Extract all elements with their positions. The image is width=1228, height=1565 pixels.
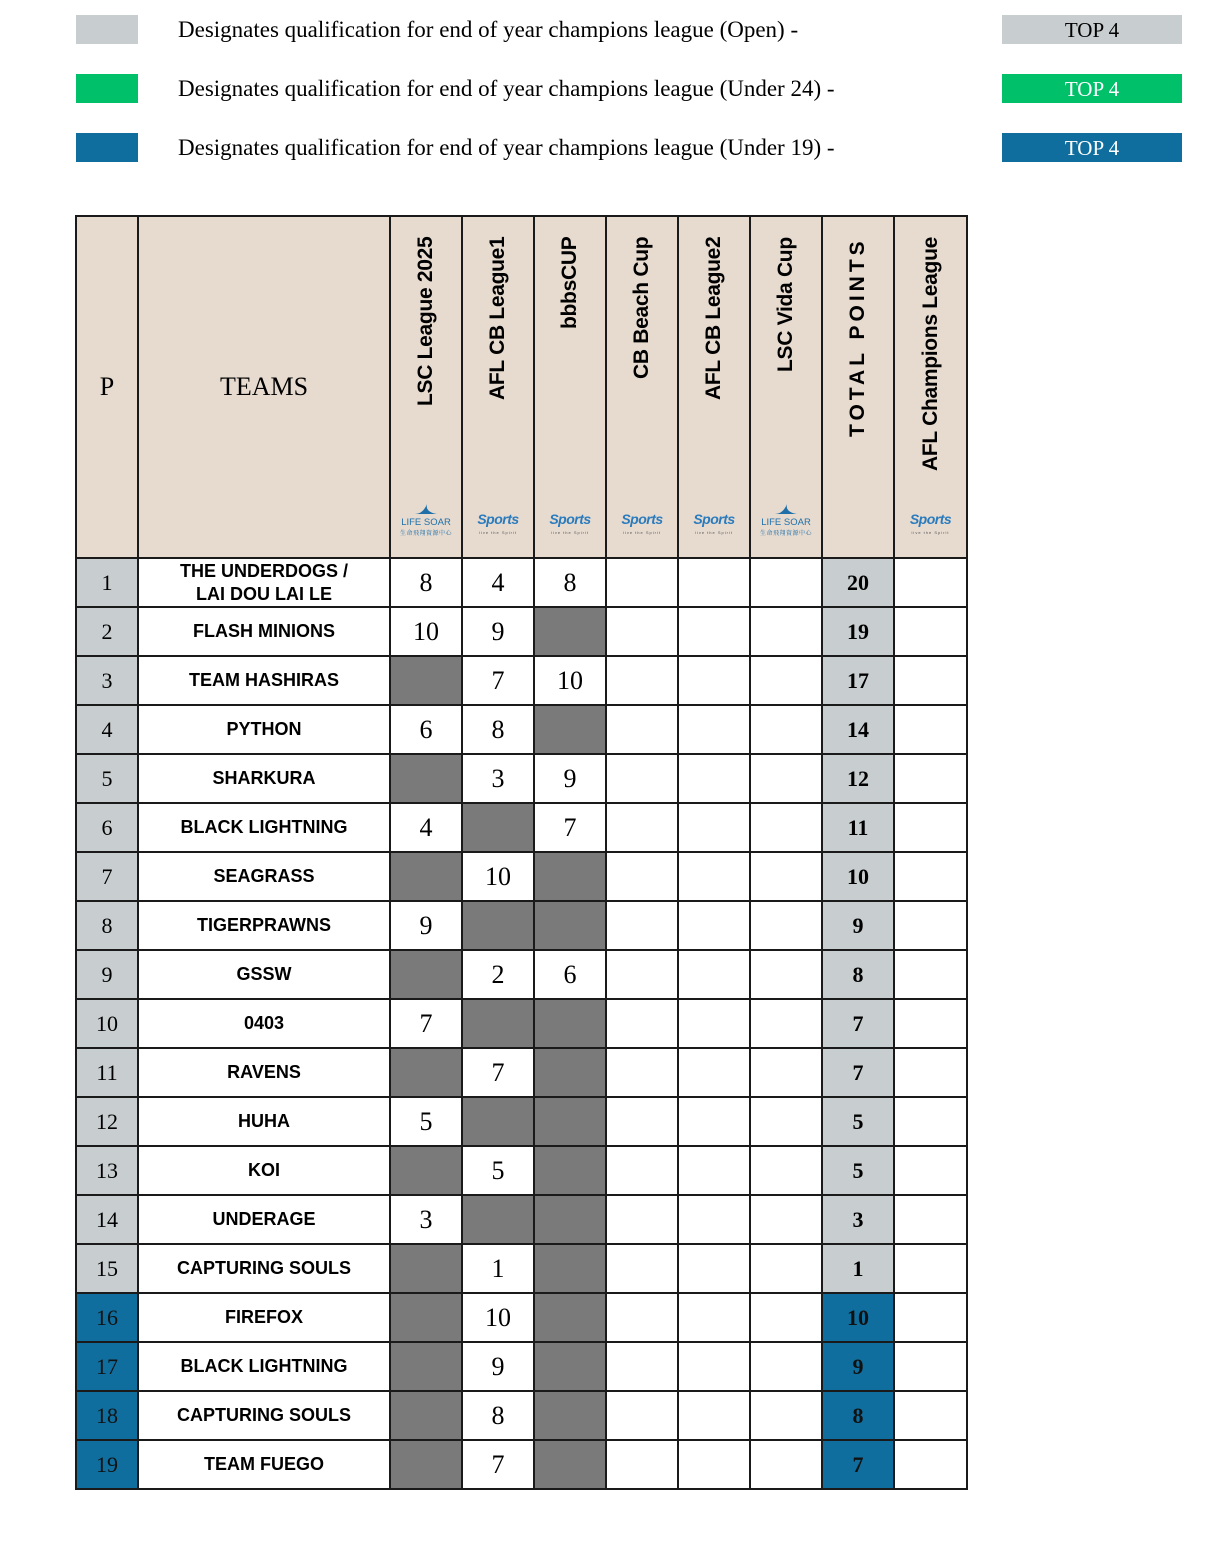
empty-score-cell <box>606 607 678 656</box>
empty-score-cell <box>606 558 678 607</box>
header-afl-cb-league2-label: AFL CB League2 <box>702 237 725 401</box>
score-cell: 7 <box>534 803 606 852</box>
header-lsc-vida-cup <box>750 216 822 558</box>
empty-score-cell <box>750 852 822 901</box>
header-bbbscup-label: bbbsCUP <box>558 237 581 330</box>
no-entry-cell <box>534 1195 606 1244</box>
empty-score-cell <box>678 1342 750 1391</box>
score-cell: 6 <box>534 950 606 999</box>
empty-score-cell <box>750 558 822 607</box>
table-row <box>76 558 967 607</box>
empty-score-cell <box>750 999 822 1048</box>
no-entry-cell <box>462 803 534 852</box>
empty-score-cell <box>750 1293 822 1342</box>
position-cell: 6 <box>76 803 138 852</box>
no-entry-cell <box>390 1293 462 1342</box>
champions-league-cell <box>894 558 967 607</box>
empty-score-cell <box>750 1342 822 1391</box>
legend-badge-open: TOP 4 <box>1002 15 1182 44</box>
empty-score-cell <box>678 950 750 999</box>
legend-swatch-under19 <box>76 133 138 162</box>
table-row <box>76 656 967 705</box>
total-points-cell: 12 <box>822 754 894 803</box>
empty-score-cell <box>678 1048 750 1097</box>
score-cell: 7 <box>462 656 534 705</box>
team-name-cell: PYTHON <box>138 705 390 754</box>
no-entry-cell <box>534 1244 606 1293</box>
empty-score-cell <box>606 1048 678 1097</box>
total-points-cell: 10 <box>822 852 894 901</box>
empty-score-cell <box>678 558 750 607</box>
score-cell: 10 <box>462 1293 534 1342</box>
header-row <box>76 216 967 558</box>
empty-score-cell <box>750 901 822 950</box>
no-entry-cell <box>534 705 606 754</box>
score-cell: 8 <box>462 705 534 754</box>
champions-league-cell <box>894 1195 967 1244</box>
champions-league-cell <box>894 1097 967 1146</box>
empty-score-cell <box>750 607 822 656</box>
position-cell: 10 <box>76 999 138 1048</box>
empty-score-cell <box>606 999 678 1048</box>
empty-score-cell <box>606 852 678 901</box>
empty-score-cell <box>606 1244 678 1293</box>
no-entry-cell <box>462 999 534 1048</box>
score-cell: 10 <box>534 656 606 705</box>
header-afl-cb-league2 <box>678 216 750 558</box>
position-cell: 15 <box>76 1244 138 1293</box>
empty-score-cell <box>678 1195 750 1244</box>
position-cell: 18 <box>76 1391 138 1440</box>
empty-score-cell <box>606 901 678 950</box>
champions-league-cell <box>894 656 967 705</box>
total-points-cell: 9 <box>822 1342 894 1391</box>
empty-score-cell <box>678 705 750 754</box>
team-name-cell: KOI <box>138 1146 390 1195</box>
sports-logo: Sports live the Spirit <box>621 511 663 535</box>
no-entry-cell <box>534 1440 606 1489</box>
empty-score-cell <box>678 1146 750 1195</box>
position-cell: 8 <box>76 901 138 950</box>
total-points-cell: 3 <box>822 1195 894 1244</box>
team-name-cell: FLASH MINIONS <box>138 607 390 656</box>
score-cell: 10 <box>390 607 462 656</box>
no-entry-cell <box>534 1342 606 1391</box>
total-points-cell: 14 <box>822 705 894 754</box>
team-name-cell: TEAM FUEGO <box>138 1440 390 1489</box>
header-afl-champions-league-label: AFL Champions League <box>918 237 942 471</box>
empty-score-cell <box>606 1195 678 1244</box>
table-row <box>76 1391 967 1440</box>
position-cell: 11 <box>76 1048 138 1097</box>
no-entry-cell <box>390 1342 462 1391</box>
header-total-points <box>822 216 894 558</box>
team-name-cell: 0403 <box>138 999 390 1048</box>
champions-league-cell <box>894 852 967 901</box>
empty-score-cell <box>750 803 822 852</box>
empty-score-cell <box>750 656 822 705</box>
table-row <box>76 1097 967 1146</box>
score-cell: 7 <box>390 999 462 1048</box>
no-entry-cell <box>390 1244 462 1293</box>
position-cell: 3 <box>76 656 138 705</box>
header-lsc-vida-cup-label: LSC Vida Cup <box>774 237 797 372</box>
score-cell: 8 <box>390 558 462 607</box>
table-row <box>76 705 967 754</box>
empty-score-cell <box>750 1244 822 1293</box>
empty-score-cell <box>606 705 678 754</box>
team-name-cell: GSSW <box>138 950 390 999</box>
empty-score-cell <box>678 1244 750 1293</box>
table-row <box>76 999 967 1048</box>
total-points-cell: 1 <box>822 1244 894 1293</box>
team-name-cell: UNDERAGE <box>138 1195 390 1244</box>
total-points-cell: 5 <box>822 1097 894 1146</box>
champions-league-cell <box>894 1293 967 1342</box>
table-row <box>76 1048 967 1097</box>
no-entry-cell <box>390 754 462 803</box>
empty-score-cell <box>750 1146 822 1195</box>
empty-score-cell <box>678 754 750 803</box>
team-name-cell: BLACK LIGHTNING <box>138 1342 390 1391</box>
no-entry-cell <box>534 852 606 901</box>
position-cell: 13 <box>76 1146 138 1195</box>
total-points-cell: 8 <box>822 950 894 999</box>
position-cell: 2 <box>76 607 138 656</box>
team-name-cell: BLACK LIGHTNING <box>138 803 390 852</box>
swoosh-icon <box>773 502 799 516</box>
total-points-cell: 20 <box>822 558 894 607</box>
empty-score-cell <box>606 1342 678 1391</box>
table-row <box>76 1342 967 1391</box>
champions-league-cell <box>894 1048 967 1097</box>
score-cell: 8 <box>534 558 606 607</box>
no-entry-cell <box>390 1048 462 1097</box>
team-name-cell: CAPTURING SOULS <box>138 1244 390 1293</box>
table-row <box>76 1195 967 1244</box>
table-row <box>76 607 967 656</box>
champions-league-cell <box>894 1440 967 1489</box>
no-entry-cell <box>390 1440 462 1489</box>
champions-league-cell <box>894 803 967 852</box>
champions-league-cell <box>894 1244 967 1293</box>
empty-score-cell <box>606 754 678 803</box>
score-cell: 1 <box>462 1244 534 1293</box>
empty-score-cell <box>678 656 750 705</box>
table-row <box>76 803 967 852</box>
no-entry-cell <box>390 852 462 901</box>
champions-league-cell <box>894 901 967 950</box>
total-points-cell: 7 <box>822 999 894 1048</box>
table-row <box>76 852 967 901</box>
team-name-cell: FIREFOX <box>138 1293 390 1342</box>
standings-table <box>75 215 968 1490</box>
header-afl-champions-league <box>894 216 967 558</box>
header-teams: TEAMS <box>138 216 390 558</box>
team-name-cell: HUHA <box>138 1097 390 1146</box>
no-entry-cell <box>534 901 606 950</box>
champions-league-cell <box>894 999 967 1048</box>
position-cell: 12 <box>76 1097 138 1146</box>
empty-score-cell <box>606 803 678 852</box>
empty-score-cell <box>678 852 750 901</box>
empty-score-cell <box>678 803 750 852</box>
empty-score-cell <box>750 950 822 999</box>
score-cell: 5 <box>462 1146 534 1195</box>
header-afl-cb-league1-label: AFL CB League1 <box>486 237 509 401</box>
empty-score-cell <box>750 1195 822 1244</box>
position-cell: 16 <box>76 1293 138 1342</box>
empty-score-cell <box>750 1391 822 1440</box>
score-cell: 9 <box>534 754 606 803</box>
team-name-cell: TEAM HASHIRAS <box>138 656 390 705</box>
table-row <box>76 950 967 999</box>
empty-score-cell <box>750 1048 822 1097</box>
position-cell: 1 <box>76 558 138 607</box>
total-points-cell: 7 <box>822 1048 894 1097</box>
score-cell: 4 <box>390 803 462 852</box>
no-entry-cell <box>534 1048 606 1097</box>
total-points-cell: 19 <box>822 607 894 656</box>
champions-league-cell <box>894 705 967 754</box>
legend-row-under19 <box>0 133 1228 163</box>
no-entry-cell <box>534 1146 606 1195</box>
swoosh-icon <box>413 502 439 516</box>
empty-score-cell <box>606 1097 678 1146</box>
total-points-cell: 8 <box>822 1391 894 1440</box>
empty-score-cell <box>750 705 822 754</box>
sports-logo: Sports live the Spirit <box>909 511 952 535</box>
score-cell: 2 <box>462 950 534 999</box>
legend-badge-under24: TOP 4 <box>1002 74 1182 103</box>
score-cell: 9 <box>462 1342 534 1391</box>
total-points-cell: 5 <box>822 1146 894 1195</box>
header-total-points-label: TOTAL POINTS <box>846 237 869 437</box>
empty-score-cell <box>606 656 678 705</box>
no-entry-cell <box>462 1097 534 1146</box>
header-afl-cb-league1 <box>462 216 534 558</box>
team-name-cell: SHARKURA <box>138 754 390 803</box>
legend-swatch-under24 <box>76 74 138 103</box>
legend-badge-under19: TOP 4 <box>1002 133 1182 162</box>
score-cell: 7 <box>462 1048 534 1097</box>
legend-row-under24 <box>0 74 1228 104</box>
life-soar-logo: LIFE SOAR 生命飛翔資源中心 <box>751 502 821 539</box>
team-name-cell: CAPTURING SOULS <box>138 1391 390 1440</box>
sports-logo: Sports live the Spirit <box>477 511 519 535</box>
table-row <box>76 1293 967 1342</box>
total-points-cell: 7 <box>822 1440 894 1489</box>
table-row <box>76 1440 967 1489</box>
champions-league-cell <box>894 1391 967 1440</box>
empty-score-cell <box>750 1440 822 1489</box>
header-position: P <box>76 216 138 558</box>
champions-league-cell <box>894 1146 967 1195</box>
empty-score-cell <box>678 607 750 656</box>
empty-score-cell <box>678 999 750 1048</box>
legend-row-open <box>0 15 1228 45</box>
score-cell: 3 <box>462 754 534 803</box>
champions-league-cell <box>894 607 967 656</box>
empty-score-cell <box>678 1097 750 1146</box>
empty-score-cell <box>606 950 678 999</box>
empty-score-cell <box>678 901 750 950</box>
no-entry-cell <box>390 656 462 705</box>
no-entry-cell <box>534 1097 606 1146</box>
table-row <box>76 1244 967 1293</box>
empty-score-cell <box>750 754 822 803</box>
score-cell: 4 <box>462 558 534 607</box>
total-points-cell: 11 <box>822 803 894 852</box>
empty-score-cell <box>678 1391 750 1440</box>
score-cell: 9 <box>462 607 534 656</box>
team-name-cell: THE UNDERDOGS / LAI DOU LAI LE <box>138 558 390 607</box>
empty-score-cell <box>606 1440 678 1489</box>
team-name-cell: SEAGRASS <box>138 852 390 901</box>
score-cell: 3 <box>390 1195 462 1244</box>
sports-logo: Sports live the Spirit <box>693 511 735 535</box>
legend-text-under24: Designates qualification for end of year champions league (Under 24) - <box>178 76 835 101</box>
empty-score-cell <box>606 1293 678 1342</box>
no-entry-cell <box>390 1391 462 1440</box>
score-cell: 9 <box>390 901 462 950</box>
champions-league-cell <box>894 950 967 999</box>
life-soar-logo: LIFE SOAR 生命飛翔資源中心 <box>391 502 461 539</box>
table-row <box>76 1146 967 1195</box>
header-lsc-league-2025-label: LSC League 2025 <box>414 237 437 407</box>
score-cell: 6 <box>390 705 462 754</box>
team-name-cell: TIGERPRAWNS <box>138 901 390 950</box>
no-entry-cell <box>534 607 606 656</box>
no-entry-cell <box>534 999 606 1048</box>
table-row <box>76 754 967 803</box>
standings-rows <box>76 558 967 1489</box>
empty-score-cell <box>678 1440 750 1489</box>
champions-league-cell <box>894 754 967 803</box>
legend-text-under19: Designates qualification for end of year champions league (Under 19) - <box>178 135 835 160</box>
score-cell: 5 <box>390 1097 462 1146</box>
total-points-cell: 10 <box>822 1293 894 1342</box>
empty-score-cell <box>606 1146 678 1195</box>
position-cell: 19 <box>76 1440 138 1489</box>
legend-text-open: Designates qualification for end of year champions league (Open) - <box>178 17 799 42</box>
header-cb-beach-cup-label: CB Beach Cup <box>630 237 653 380</box>
score-cell: 8 <box>462 1391 534 1440</box>
position-cell: 17 <box>76 1342 138 1391</box>
total-points-cell: 17 <box>822 656 894 705</box>
score-cell: 7 <box>462 1440 534 1489</box>
empty-score-cell <box>750 1097 822 1146</box>
position-cell: 9 <box>76 950 138 999</box>
empty-score-cell <box>606 1391 678 1440</box>
legend-swatch-open <box>76 15 138 44</box>
no-entry-cell <box>534 1391 606 1440</box>
table-row <box>76 901 967 950</box>
position-cell: 14 <box>76 1195 138 1244</box>
no-entry-cell <box>534 1293 606 1342</box>
no-entry-cell <box>390 950 462 999</box>
empty-score-cell <box>678 1293 750 1342</box>
position-cell: 5 <box>76 754 138 803</box>
no-entry-cell <box>462 1195 534 1244</box>
position-cell: 4 <box>76 705 138 754</box>
header-lsc-league-2025 <box>390 216 462 558</box>
total-points-cell: 9 <box>822 901 894 950</box>
sports-logo: Sports live the Spirit <box>549 511 591 535</box>
team-name-cell: RAVENS <box>138 1048 390 1097</box>
score-cell: 10 <box>462 852 534 901</box>
header-bbbscup <box>534 216 606 558</box>
no-entry-cell <box>390 1146 462 1195</box>
no-entry-cell <box>462 901 534 950</box>
champions-league-cell <box>894 1342 967 1391</box>
header-cb-beach-cup <box>606 216 678 558</box>
position-cell: 7 <box>76 852 138 901</box>
